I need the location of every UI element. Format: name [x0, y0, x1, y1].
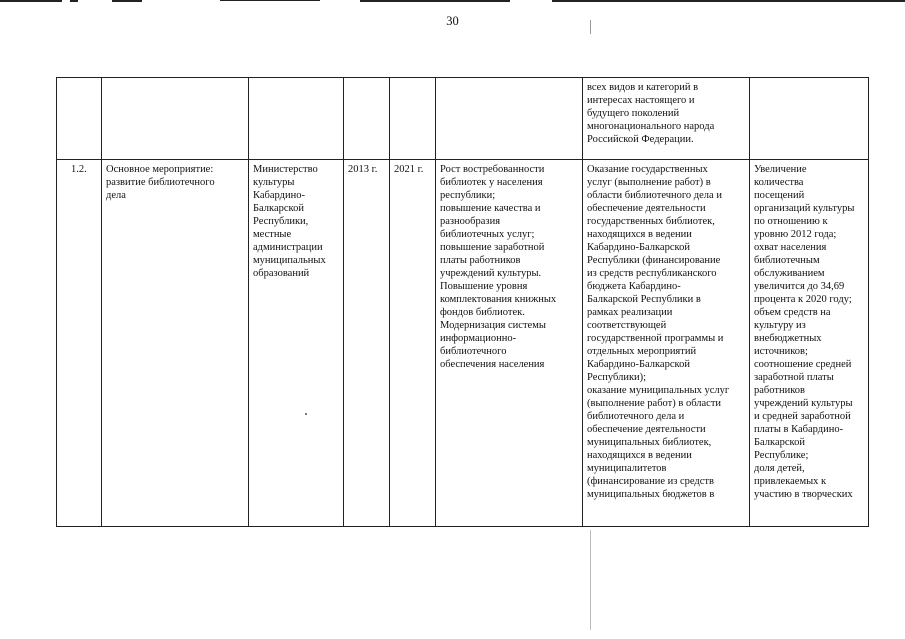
indicators-text: Увеличение количества посещений организаций культуры по отношению к уровню 2012 года; охват населения библиотечным обслуживанием увеличится до 34,69 процента к 2020 году; объем средств на культуру из внебюджетных источников; соотношение средней заработной платы работников учреждений культуры и средней заработной платы в Кабардино- Балкарской Республике; доля детей, привлекаемых к участию в творческих: [754, 164, 855, 500]
table-row-continuation: [57, 78, 869, 160]
scan-artifact-tick: [590, 20, 591, 34]
cell-executor: [249, 160, 344, 527]
activity-content-text: Оказание государственных услуг (выполнение работ) в области библиотечного дела и обеспечение деятельности государственных библиотек, находящихся в ведении Кабардино-Балкарской Республики (финансирование из средств республиканского бюджета Кабардино- Балкарской Республики в рамках реализации соответствующей государственной программы и отдельных мероприятий Кабардино-Балкарской Республики); оказание муниципальных услуг (выполнение работ) в области библиотечного дела и обеспечение деятельности муниципальных библиотек, находящихся в ведении муниципалитетов (финансирование из средств муниципальных бюджетов в: [587, 164, 730, 500]
cell-start-year: [344, 160, 390, 527]
page-number: 30: [446, 14, 459, 28]
activity-name: Основное мероприятие: развитие библиотечного дела: [106, 164, 215, 201]
cell-name: [102, 160, 249, 527]
scan-artifact-tick: [590, 530, 591, 630]
program-table: [56, 77, 869, 527]
expected-result-text: Рост востребованности библиотек у населения республики; повышение качества и разнообразия библиотечных услуг; повышение заработной платы работников учреждений культуры. Повышение уровня комплектования книжных фондов библиотек. Модернизация системы информационно- библиотечного обеспечения населения: [440, 164, 557, 370]
cell-goal-continuation: [583, 78, 750, 160]
scan-artifact-line: [70, 0, 78, 2]
scan-artifact-line: [552, 0, 905, 2]
cell-name: [102, 78, 249, 160]
cell-number: [57, 160, 102, 527]
cell-end-year: [390, 78, 436, 160]
table-row-1-2: [57, 160, 869, 527]
cell-expected-result: [436, 78, 583, 160]
cell-end-year: [390, 160, 436, 527]
cell-executor: [249, 78, 344, 160]
goal-continuation-text: всех видов и категорий в интересах настоящего и будущего поколений многонационального народа Российской Федерации.: [587, 82, 715, 145]
start-year: 2013 г.: [348, 164, 378, 175]
scan-artifact-line: [220, 0, 320, 1]
cell-indicators: [750, 160, 869, 527]
cell-start-year: [344, 78, 390, 160]
cell-indicators: [750, 78, 869, 160]
scan-artifact-line: [112, 0, 142, 2]
cell-number: [57, 78, 102, 160]
scan-artifact-line: [360, 0, 510, 2]
cell-expected-result: [436, 160, 583, 527]
scan-artifact-line: [0, 0, 62, 2]
cell-activity-content: [583, 160, 750, 527]
row-number: 1.2.: [71, 164, 87, 175]
end-year: 2021 г.: [394, 164, 424, 175]
executor-text: Министерство культуры Кабардино- Балкарской Республики, местные администрации муниципальных образований: [253, 164, 326, 279]
